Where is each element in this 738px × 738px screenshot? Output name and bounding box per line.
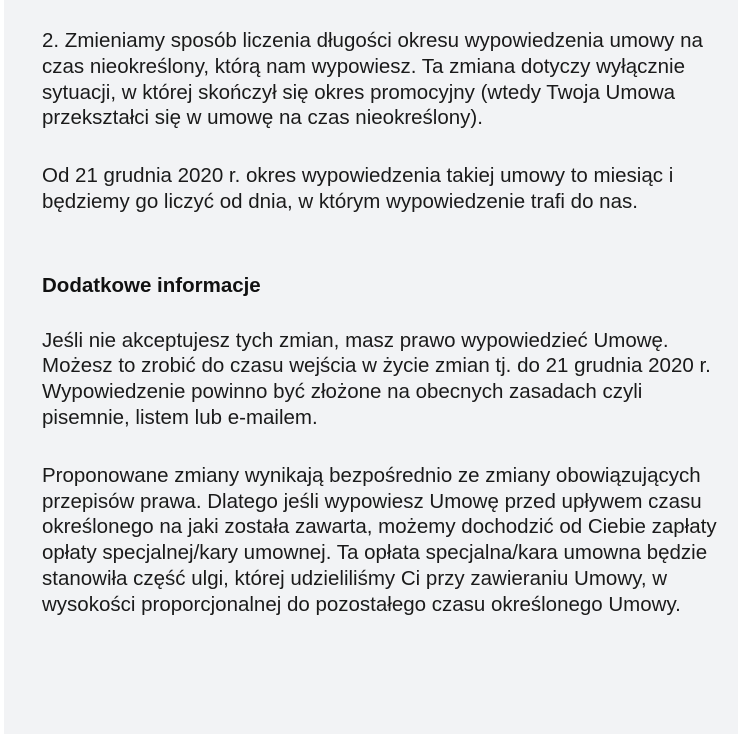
document-panel — [4, 0, 738, 734]
paragraph-right-to-terminate: Jeśli nie akceptujesz tych zmian, masz prawo wypowiedzieć Umowę. Możesz to zrobić do czasu wejścia w życie zmian tj. do 21 grudnia 2020 r. Wypowiedzenie powinno być złożone na obecnych zasadach czyli pisemnie, listem lub e-mailem. — [42, 328, 711, 429]
spacer — [42, 299, 718, 328]
spacer — [42, 131, 718, 163]
paragraph-special-fee: Proponowane zmiany wynikają bezpośrednio ze zmiany obowiązujących przepisów prawa. Dlatego jeśli wypowiesz Umowę przed upływem czasu określonego na jaki została zawarta, możemy dochodzić od Ciebie zapłaty opłaty specjalnej/kary umownej. Ta opłata specjalna/kara umowna będzie stanowiła część ulgi, której udzieliliśmy Ci przy zawieraniu Umowy, w wysokości proporcjonalnej do pozostałego czasu określonego Umowy. — [42, 463, 717, 616]
spacer — [42, 215, 718, 273]
spacer — [42, 431, 718, 463]
paragraph-effective-date: Od 21 grudnia 2020 r. okres wypowiedzenia takiej umowy to miesiąc i będziemy go liczyć od dnia, w którym wypowiedzenie trafi do nas. — [42, 164, 674, 213]
section-heading: Dodatkowe informacje — [42, 273, 261, 297]
paragraph-change-notice-period: 2. Zmieniamy sposób liczenia długości okresu wypowiedzenia umowy na czas nieokreślony, którą nam wypowiesz. Ta zmiana dotyczy wyłącznie sytuacji, w której skończył się okres promocyjny (wtedy Twoja Umowa przekształci się w umowę na czas nieokreślony). — [42, 29, 703, 130]
